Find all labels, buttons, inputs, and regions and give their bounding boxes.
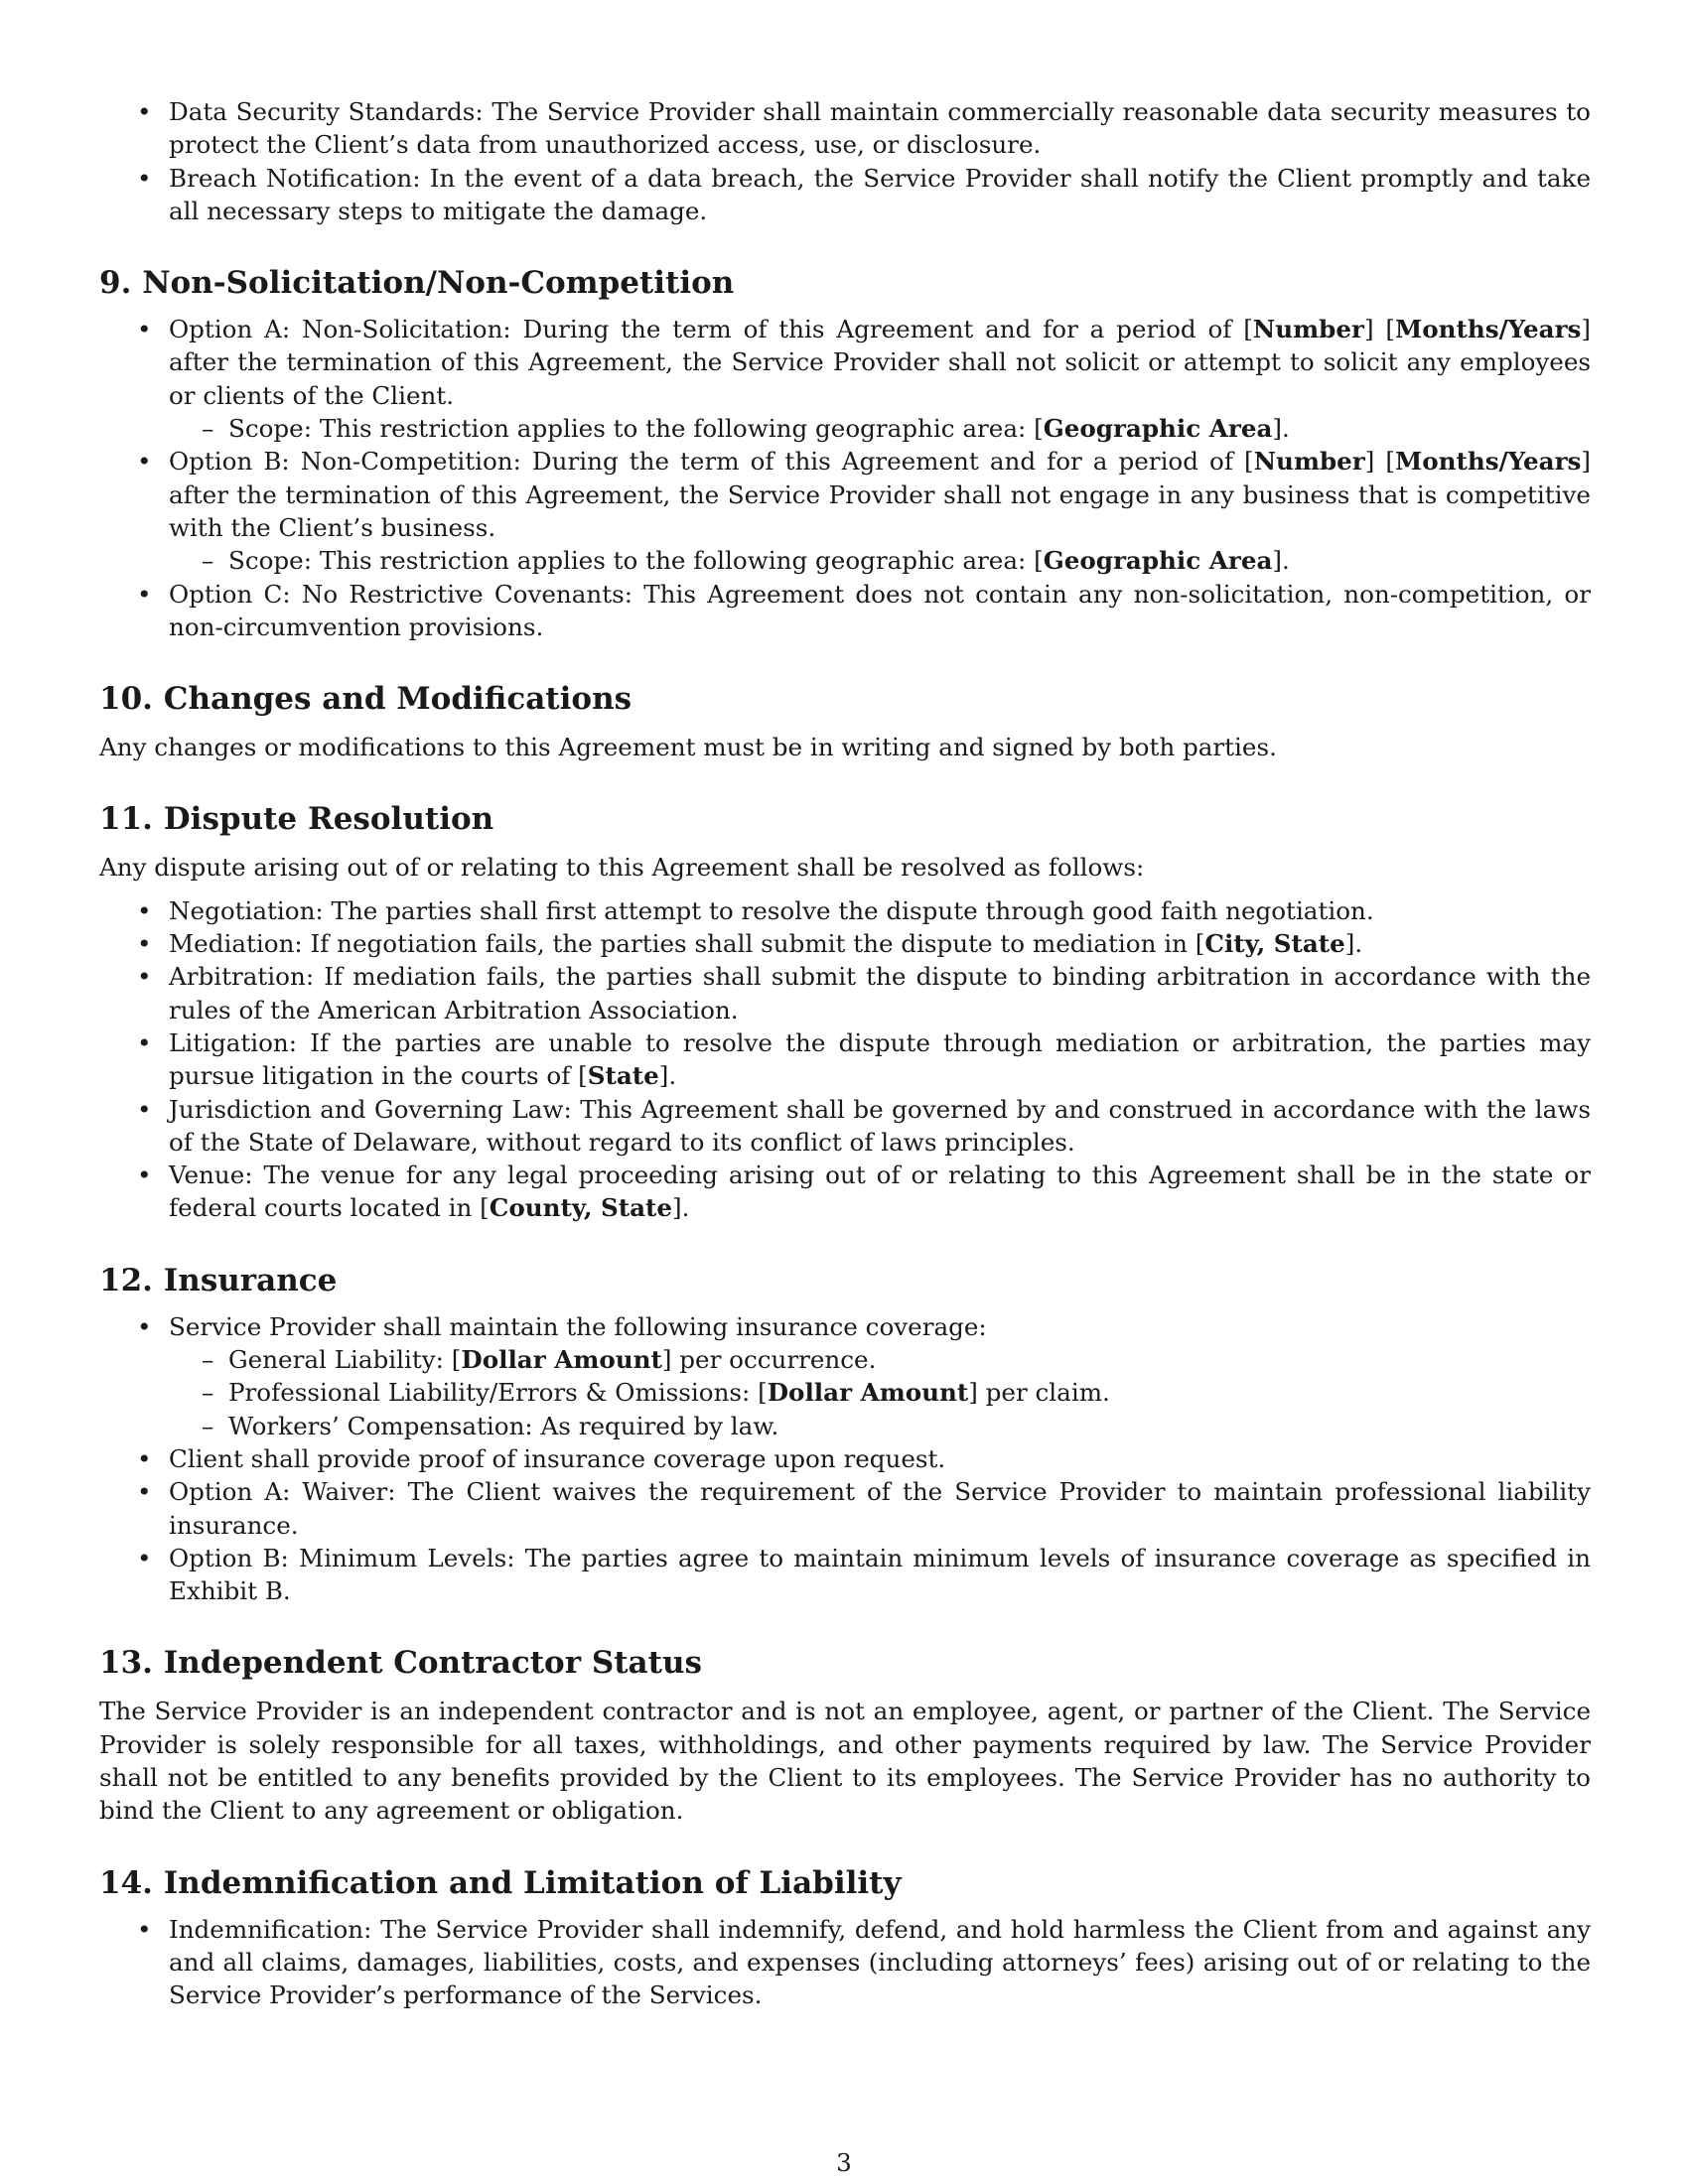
section-list — [99, 313, 1591, 643]
section-title: Insurance — [163, 1262, 338, 1298]
text-run: ] per claim. — [968, 1378, 1110, 1408]
placeholder-dollar-amount: Dollar Amount — [767, 1378, 969, 1408]
section-number: 14. — [99, 1864, 153, 1901]
text-run: Arbitration: If mediation fails, the parties shall submit the dispute to binding arbitration in accordance with the rules of the American Arbitration Association. — [169, 962, 1591, 1024]
placeholder-county-state: County, State — [489, 1193, 673, 1223]
text-run: ]. — [1344, 929, 1363, 959]
text-run: ] [ — [1363, 315, 1395, 344]
list-item-data-security-standards — [99, 95, 1591, 162]
text-run: Option C: No Restrictive Covenants: This Agreement does not contain any non-solicitation, non-competition, or non-circumvention provisions. — [169, 579, 1591, 641]
section-title: Dispute Resolution — [163, 801, 494, 838]
list-item-option-b — [99, 445, 1591, 544]
section-number: 12. — [99, 1262, 153, 1298]
section-12 — [99, 1261, 1591, 1608]
placeholder-geographic-area: Geographic Area — [1043, 546, 1273, 576]
text-run: Option A: Waiver: The Client waives the requirement of the Service Provider to maintain professional liability insurance. — [169, 1477, 1591, 1540]
list-item-option-a — [99, 313, 1591, 412]
section-heading — [99, 1261, 1591, 1300]
text-run: Jurisdiction and Governing Law: This Agreement shall be governed by and construed in accordance with the laws of the State of Delaware, without regard to its conflict of laws principles. — [169, 1094, 1591, 1157]
sub-item-scope — [99, 412, 1591, 445]
section-lead-paragraph: Any dispute arising out of or relating to this Agreement shall be resolved as follows: — [99, 853, 1145, 883]
text-run: Litigation: If the parties are unable to resolve the dispute through mediation or arbitration, the parties may pursue litigation in the courts of [ — [169, 1027, 1591, 1091]
text-run: General Liability: [ — [228, 1345, 462, 1375]
section-number: 9. — [99, 265, 132, 302]
list-item-indemnification — [99, 1913, 1591, 2012]
list-item-breach-notification — [99, 162, 1591, 228]
section-14 — [99, 1863, 1591, 2012]
text-run: Workers’ Compensation: As required by law. — [228, 1411, 779, 1440]
list-item-proof — [99, 1442, 1591, 1475]
section-heading — [99, 799, 1591, 839]
placeholder-number: Number — [1253, 447, 1365, 477]
text-run: Mediation: If negotiation fails, the parties shall submit the dispute to mediation in [ — [169, 929, 1205, 959]
placeholder-city-state: City, State — [1204, 929, 1345, 959]
text-run: Professional Liability/Errors & Omissions: [ — [228, 1378, 768, 1408]
page-number: 3 — [836, 2148, 852, 2177]
text-run: Negotiation: The parties shall first attempt to resolve the dispute through good faith negotiation. — [169, 895, 1374, 925]
text-run: ]. — [672, 1193, 690, 1223]
list-item-mediation — [99, 927, 1591, 960]
section-paragraph: Any changes or modifications to this Agreement must be in writing and signed by both parties. — [99, 733, 1277, 762]
text-run: Option B: Non-Competition: During the term of this Agreement and for a period of [ — [169, 447, 1254, 477]
sub-item-workers-compensation — [99, 1410, 1591, 1442]
section-title: Changes and Modifications — [163, 681, 633, 718]
data-security-list — [99, 95, 1591, 227]
item-text: Breach Notification: In the event of a data breach, the Service Provider shall notify the Client promptly and take all necessary steps to mitigate the damage. — [169, 163, 1591, 225]
text-run: ] per occurrence. — [661, 1345, 877, 1375]
sub-item-general-liability — [99, 1343, 1591, 1376]
section-9 — [99, 263, 1591, 643]
sub-item-professional-liability — [99, 1376, 1591, 1409]
section-paragraph: The Service Provider is an independent contractor and is not an employee, agent, or partner of the Client. The Service Provider is solely responsible for all taxes, withholdings, and other payments required by law. The Service Provider shall not be entitled to any benefits provided by the Client to its employees. The Service Provider has no authority to bind the Client to any agreement or obligation. — [99, 1697, 1591, 1826]
section-heading — [99, 263, 1591, 303]
placeholder-dollar-amount: Dollar Amount — [461, 1345, 662, 1375]
section-13 — [99, 1643, 1591, 1827]
placeholder-months-years: Months/Years — [1395, 447, 1582, 477]
sub-item-scope — [99, 544, 1591, 577]
text-run: Client shall provide proof of insurance coverage upon request. — [169, 1443, 946, 1473]
list-item-negotiation — [99, 894, 1591, 927]
list-item-option-b — [99, 1542, 1591, 1608]
text-run: ]. — [658, 1061, 677, 1091]
list-item-jurisdiction — [99, 1093, 1591, 1160]
section-list — [99, 1913, 1591, 2012]
text-run: Service Provider shall maintain the following insurance coverage: — [169, 1311, 987, 1341]
list-item-litigation — [99, 1026, 1591, 1093]
text-run: ]. — [1272, 414, 1290, 444]
section-list — [99, 1310, 1591, 1608]
list-item-option-a — [99, 1475, 1591, 1542]
text-run: ] after the termination of this Agreement, the Service Provider shall not engage in any business that is competitive with the Client’s business. — [169, 447, 1591, 542]
list-item-arbitration — [99, 960, 1591, 1026]
section-title: Non-Solicitation/Non-Competition — [142, 265, 735, 302]
text-run: Indemnification: The Service Provider shall indemnify, defend, and hold harmless the Client from and against any and all claims, damages, liabilities, costs, and expenses (including attorneys’ fees) arising out of or relating to the Service Provider’s performance of the Services. — [169, 1914, 1591, 2010]
document-page — [99, 95, 1591, 2011]
list-item-option-c — [99, 578, 1591, 644]
placeholder-number: Number — [1252, 315, 1364, 344]
section-10 — [99, 679, 1591, 763]
section-heading — [99, 679, 1591, 719]
section-heading — [99, 1643, 1591, 1683]
section-heading — [99, 1863, 1591, 1903]
section-list — [99, 894, 1591, 1225]
section-11 — [99, 799, 1591, 1224]
placeholder-geographic-area: Geographic Area — [1043, 414, 1273, 444]
list-item-coverage — [99, 1310, 1591, 1343]
section-number: 11. — [99, 801, 153, 838]
section-title: Independent Contractor Status — [163, 1645, 702, 1682]
text-run: ] after the termination of this Agreement, the Service Provider shall not solicit or attempt to solicit any employees or clients of the Client. — [169, 315, 1591, 410]
text-run: ]. — [1272, 546, 1290, 576]
section-number: 13. — [99, 1645, 153, 1682]
text-run: Option B: Minimum Levels: The parties agree to maintain minimum levels of insurance coverage as specified in Exhibit B. — [169, 1543, 1591, 1606]
list-item-venue — [99, 1159, 1591, 1225]
placeholder-months-years: Months/Years — [1395, 315, 1582, 344]
section-number: 10. — [99, 681, 153, 718]
placeholder-state: State — [587, 1061, 659, 1091]
text-run: Scope: This restriction applies to the following geographic area: [ — [228, 414, 1044, 444]
text-run: ] [ — [1364, 447, 1395, 477]
text-run: Venue: The venue for any legal proceeding arising out of or relating to this Agreement shall be in the state or federal courts located in [ — [169, 1160, 1591, 1223]
section-title: Indemnification and Limitation of Liability — [163, 1864, 902, 1901]
text-run: Option A: Non-Solicitation: During the term of this Agreement and for a period of [ — [169, 315, 1253, 344]
item-text: Data Security Standards: The Service Provider shall maintain commercially reasonable data security measures to protect the Client’s data from unauthorized access, use, or disclosure. — [169, 97, 1591, 160]
text-run: Scope: This restriction applies to the following geographic area: [ — [228, 546, 1044, 576]
